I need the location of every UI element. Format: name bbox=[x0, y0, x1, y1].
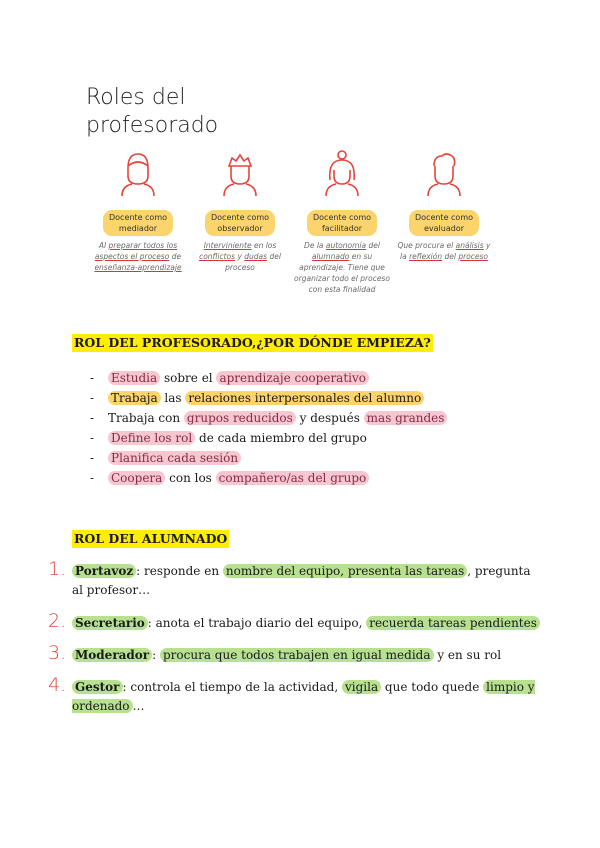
list-item bbox=[90, 468, 447, 488]
text-fragment: de cada miembro del grupo bbox=[195, 431, 367, 445]
role-facilitador bbox=[290, 150, 394, 295]
highlighted-text: recuerda tareas pendientes bbox=[366, 616, 540, 630]
item-number: 3. bbox=[48, 642, 67, 664]
text-fragment: : bbox=[152, 648, 160, 662]
highlighted-text: Coopera bbox=[108, 471, 165, 485]
person-observador-icon bbox=[220, 150, 260, 196]
list-dash: - bbox=[90, 471, 95, 485]
text-fragment: : responde en bbox=[136, 564, 223, 578]
role-evaluador bbox=[392, 150, 496, 262]
role-description: Que procura el análisis y la reflexión del proceso bbox=[397, 241, 491, 261]
role-name: Gestor bbox=[72, 680, 123, 694]
roles-infographic bbox=[86, 150, 496, 300]
highlighted-text: compañero/as del grupo bbox=[216, 471, 370, 485]
title-line-2: profesorado bbox=[86, 113, 219, 138]
list-dash: - bbox=[90, 371, 95, 385]
section-heading-alumnado: ROL DEL ALUMNADO bbox=[74, 531, 228, 546]
student-role-item bbox=[72, 646, 542, 665]
list-item bbox=[90, 388, 447, 408]
text-fragment: con los bbox=[165, 471, 216, 485]
role-name: Portavoz bbox=[72, 564, 136, 578]
person-mediador-icon bbox=[118, 150, 158, 196]
role-description: Interviniente en los conflictos y dudas del proceso bbox=[199, 241, 281, 272]
text-fragment: , pregunta al profesor… bbox=[72, 564, 531, 597]
list-dash: - bbox=[90, 411, 95, 425]
highlighted-text: mas grandes bbox=[364, 411, 448, 425]
role-pill: Docente como mediador bbox=[103, 210, 173, 236]
title-line-1: Roles del bbox=[86, 85, 186, 110]
role-name: Secretario bbox=[72, 616, 148, 630]
list-dash: - bbox=[90, 451, 95, 465]
highlighted-text: aprendizaje cooperativo bbox=[216, 371, 369, 385]
list-item bbox=[90, 428, 447, 448]
role-name: Moderador bbox=[72, 648, 152, 662]
highlighted-text: nombre del equipo, presenta las tareas bbox=[223, 564, 467, 578]
highlighted-text: vigila bbox=[342, 680, 381, 694]
text-fragment: Trabaja con bbox=[108, 411, 184, 425]
text-fragment: … bbox=[132, 699, 145, 713]
student-role-item bbox=[72, 614, 542, 633]
student-role-item bbox=[72, 562, 542, 600]
text-fragment: las bbox=[160, 391, 186, 405]
highlighted-text: relaciones interpersonales del alumno bbox=[185, 391, 424, 405]
role-observador bbox=[188, 150, 292, 273]
list-item bbox=[90, 408, 447, 428]
role-pill: Docente como observador bbox=[205, 210, 275, 236]
role-mediador bbox=[86, 150, 190, 273]
list-item bbox=[90, 368, 447, 388]
text-fragment: y en su rol bbox=[433, 648, 502, 662]
student-role-item bbox=[72, 678, 542, 716]
text-fragment: : anota el trabajo diario del equipo, bbox=[147, 616, 367, 630]
role-description: De la autonomía del alumnado en su aprendizaje. Tiene que organizar todo el proceso con esta finalidad bbox=[294, 241, 390, 294]
section-heading-profesorado: ROL DEL PROFESORADO,¿POR DÓNDE EMPIEZA? bbox=[74, 335, 431, 350]
profesorado-list bbox=[90, 368, 447, 488]
text-fragment: que todo quede bbox=[381, 680, 484, 694]
item-number: 1. bbox=[48, 558, 67, 580]
highlighted-text: limpio y ordenado bbox=[72, 680, 535, 713]
item-number: 4. bbox=[48, 674, 67, 696]
person-evaluador-icon bbox=[424, 150, 464, 196]
highlighted-text: grupos reducidos bbox=[184, 411, 296, 425]
highlighted-text: Define los rol bbox=[108, 431, 195, 445]
page-title bbox=[86, 84, 218, 140]
text-fragment: sobre el bbox=[160, 371, 217, 385]
text-fragment: : controla el tiempo de la actividad, bbox=[122, 680, 342, 694]
list-item bbox=[90, 448, 447, 468]
highlighted-text: Trabaja bbox=[108, 391, 161, 405]
role-pill: Docente como evaluador bbox=[409, 210, 479, 236]
role-pill: Docente como facilitador bbox=[307, 210, 377, 236]
person-facilitador-icon bbox=[322, 150, 362, 196]
highlighted-text: Estudia bbox=[108, 371, 160, 385]
text-fragment: y después bbox=[295, 411, 364, 425]
item-number: 2. bbox=[48, 610, 67, 632]
role-description: Al preparar todos los aspectos el proceso de enseñanza-aprendizaje bbox=[94, 241, 182, 272]
list-dash: - bbox=[90, 431, 95, 445]
list-dash: - bbox=[90, 391, 95, 405]
highlighted-text: Planifica cada sesión bbox=[108, 451, 241, 465]
highlighted-text: procura que todos trabajen en igual medida bbox=[160, 648, 434, 662]
